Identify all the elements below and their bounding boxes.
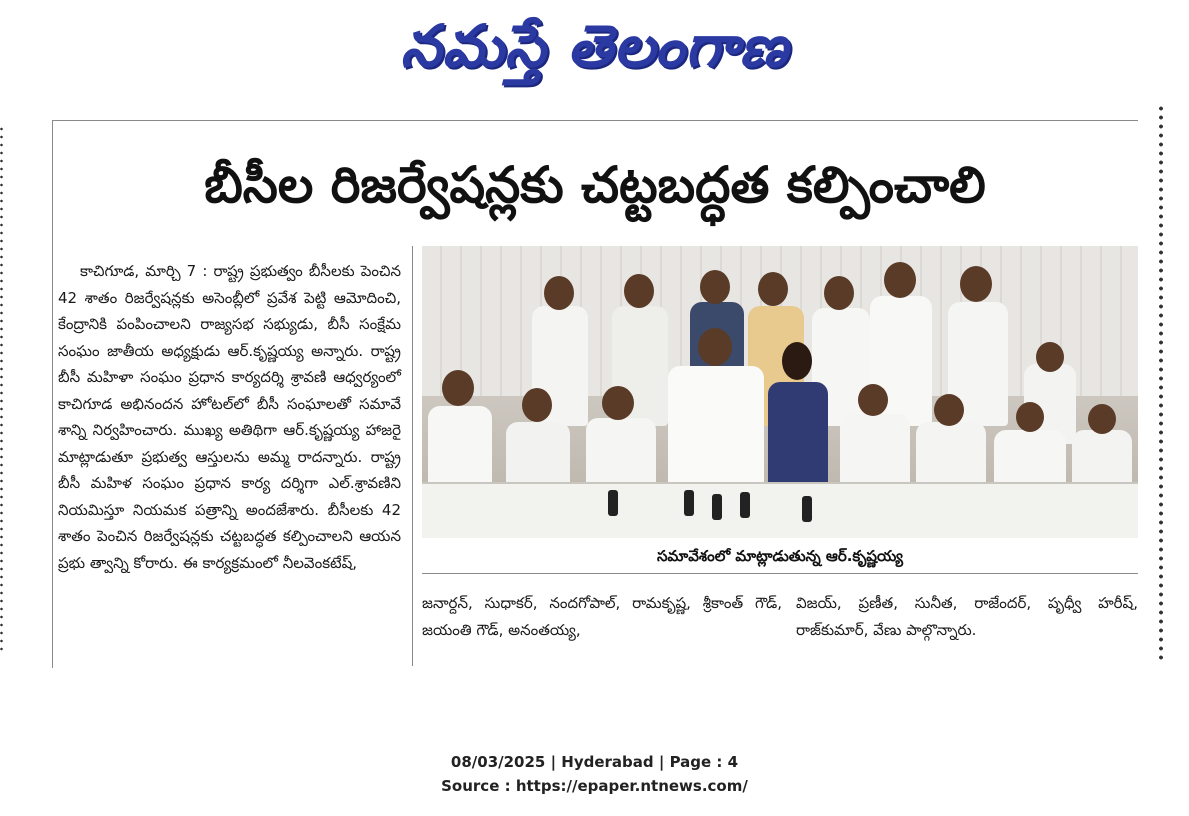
article-photo [422, 246, 1138, 538]
top-divider [52, 120, 1138, 121]
right-dotted-border [1158, 104, 1164, 660]
microphone-icon [802, 496, 812, 522]
left-dotted-border [0, 125, 3, 655]
masthead [0, 6, 1189, 86]
photo-head [698, 328, 732, 366]
photo-head [934, 394, 964, 426]
left-divider [52, 120, 53, 668]
photo-person [668, 366, 764, 496]
photo-head [858, 384, 888, 416]
photo-table [422, 482, 1138, 538]
photo-caption: సమావేశంలో మాట్లాడుతున్న ఆర్.కృష్ణయ్య [657, 547, 903, 565]
microphone-icon [608, 490, 618, 516]
photo-head [758, 272, 788, 306]
article-column-2: జనార్దన్, సుధాకర్, నందగోపాల్, రామకృష్ణ, శ్రీకాంత్ గౌడ్, జయంతి గౌడ్, అనంతయ్య, [422, 594, 782, 639]
article-column-3: విజయ్, ప్రణీత, సునీత, రాజేందర్, పృధ్వీ హరీష్, రాజ్‌కుమార్, వేణు పాల్గొన్నారు. [796, 594, 1138, 639]
photo-head [1036, 342, 1064, 372]
photo-head [960, 266, 992, 302]
photo-head [602, 386, 634, 420]
photo-head [522, 388, 552, 422]
caption-divider [422, 573, 1138, 574]
photo-head [884, 262, 916, 298]
photo-person [768, 382, 828, 496]
photo-head [544, 276, 574, 310]
photo-head [700, 270, 730, 304]
photo-head [442, 370, 474, 406]
article-body: కాచిగూడ, మార్చి 7 : రాష్ట్ర ప్రభుత్వం బీసీలకు పెంచిన 42 శాతం రిజర్వేషన్లకు అసెంబ్లీలో ప్రవేశ పెట్టి ఆమోదించి, కేంద్రానికి పంపించాలని రాజ్యసభ సభ్యుడు, బీసీ సంక్షేమ సంఘం జాతీయ అధ్యక్షుడు ఆర్.కృష్ణయ్య అన్నారు. రాష్ట్ర బీసీ మహిళా సంఘం ప్రధాన కార్యదర్శి శ్రావణి ఆధ్వర్యంలో కాచిగూడ అభినందన హోటల్‌లో బీసీ సంఘాలతో సమావే శాన్ని నిర్వహించారు. ముఖ్య అతిథిగా ఆర్.కృష్ణయ్య హాజరై మాట్లాడుతూ ప్రభుత్వ ఆస్తులను అమ్మ రాదన్నారు. రాష్ట్ర బీసీ మహిళ సంఘం ప్రధాన కార్య దర్శిగా ఎల్.శ్రావణిని నియమిస్తూ నియమక పత్రాన్ని అందజేశారు. బీసీలకు 42 శాతం పెంచిన రిజర్వేషన్లకు చట్టబద్ధత కల్పించాలని ఆయన ప్రభు త్వాన్ని కోరారు. ఈ కార్యక్రమంలో నీలవెంకటేష్, [58, 262, 401, 572]
microphone-icon [740, 492, 750, 518]
masthead-logo: నమస్తే తెలంగాణ [400, 12, 789, 80]
photo-head [824, 276, 854, 310]
footer-date-line: 08/03/2025 | Hyderabad | Page : 4 [450, 753, 739, 771]
article-headline: బీసీల రిజర్వేషన్లకు చట్టబద్ధత కల్పించాలి [204, 156, 986, 214]
photo-head [1088, 404, 1116, 434]
microphone-icon [712, 494, 722, 520]
photo-head [1016, 402, 1044, 432]
column-divider [412, 246, 413, 666]
footer-source-line: Source : https://epaper.ntnews.com/ [441, 777, 748, 795]
photo-head [624, 274, 654, 308]
microphone-icon [684, 490, 694, 516]
photo-head [782, 342, 812, 380]
